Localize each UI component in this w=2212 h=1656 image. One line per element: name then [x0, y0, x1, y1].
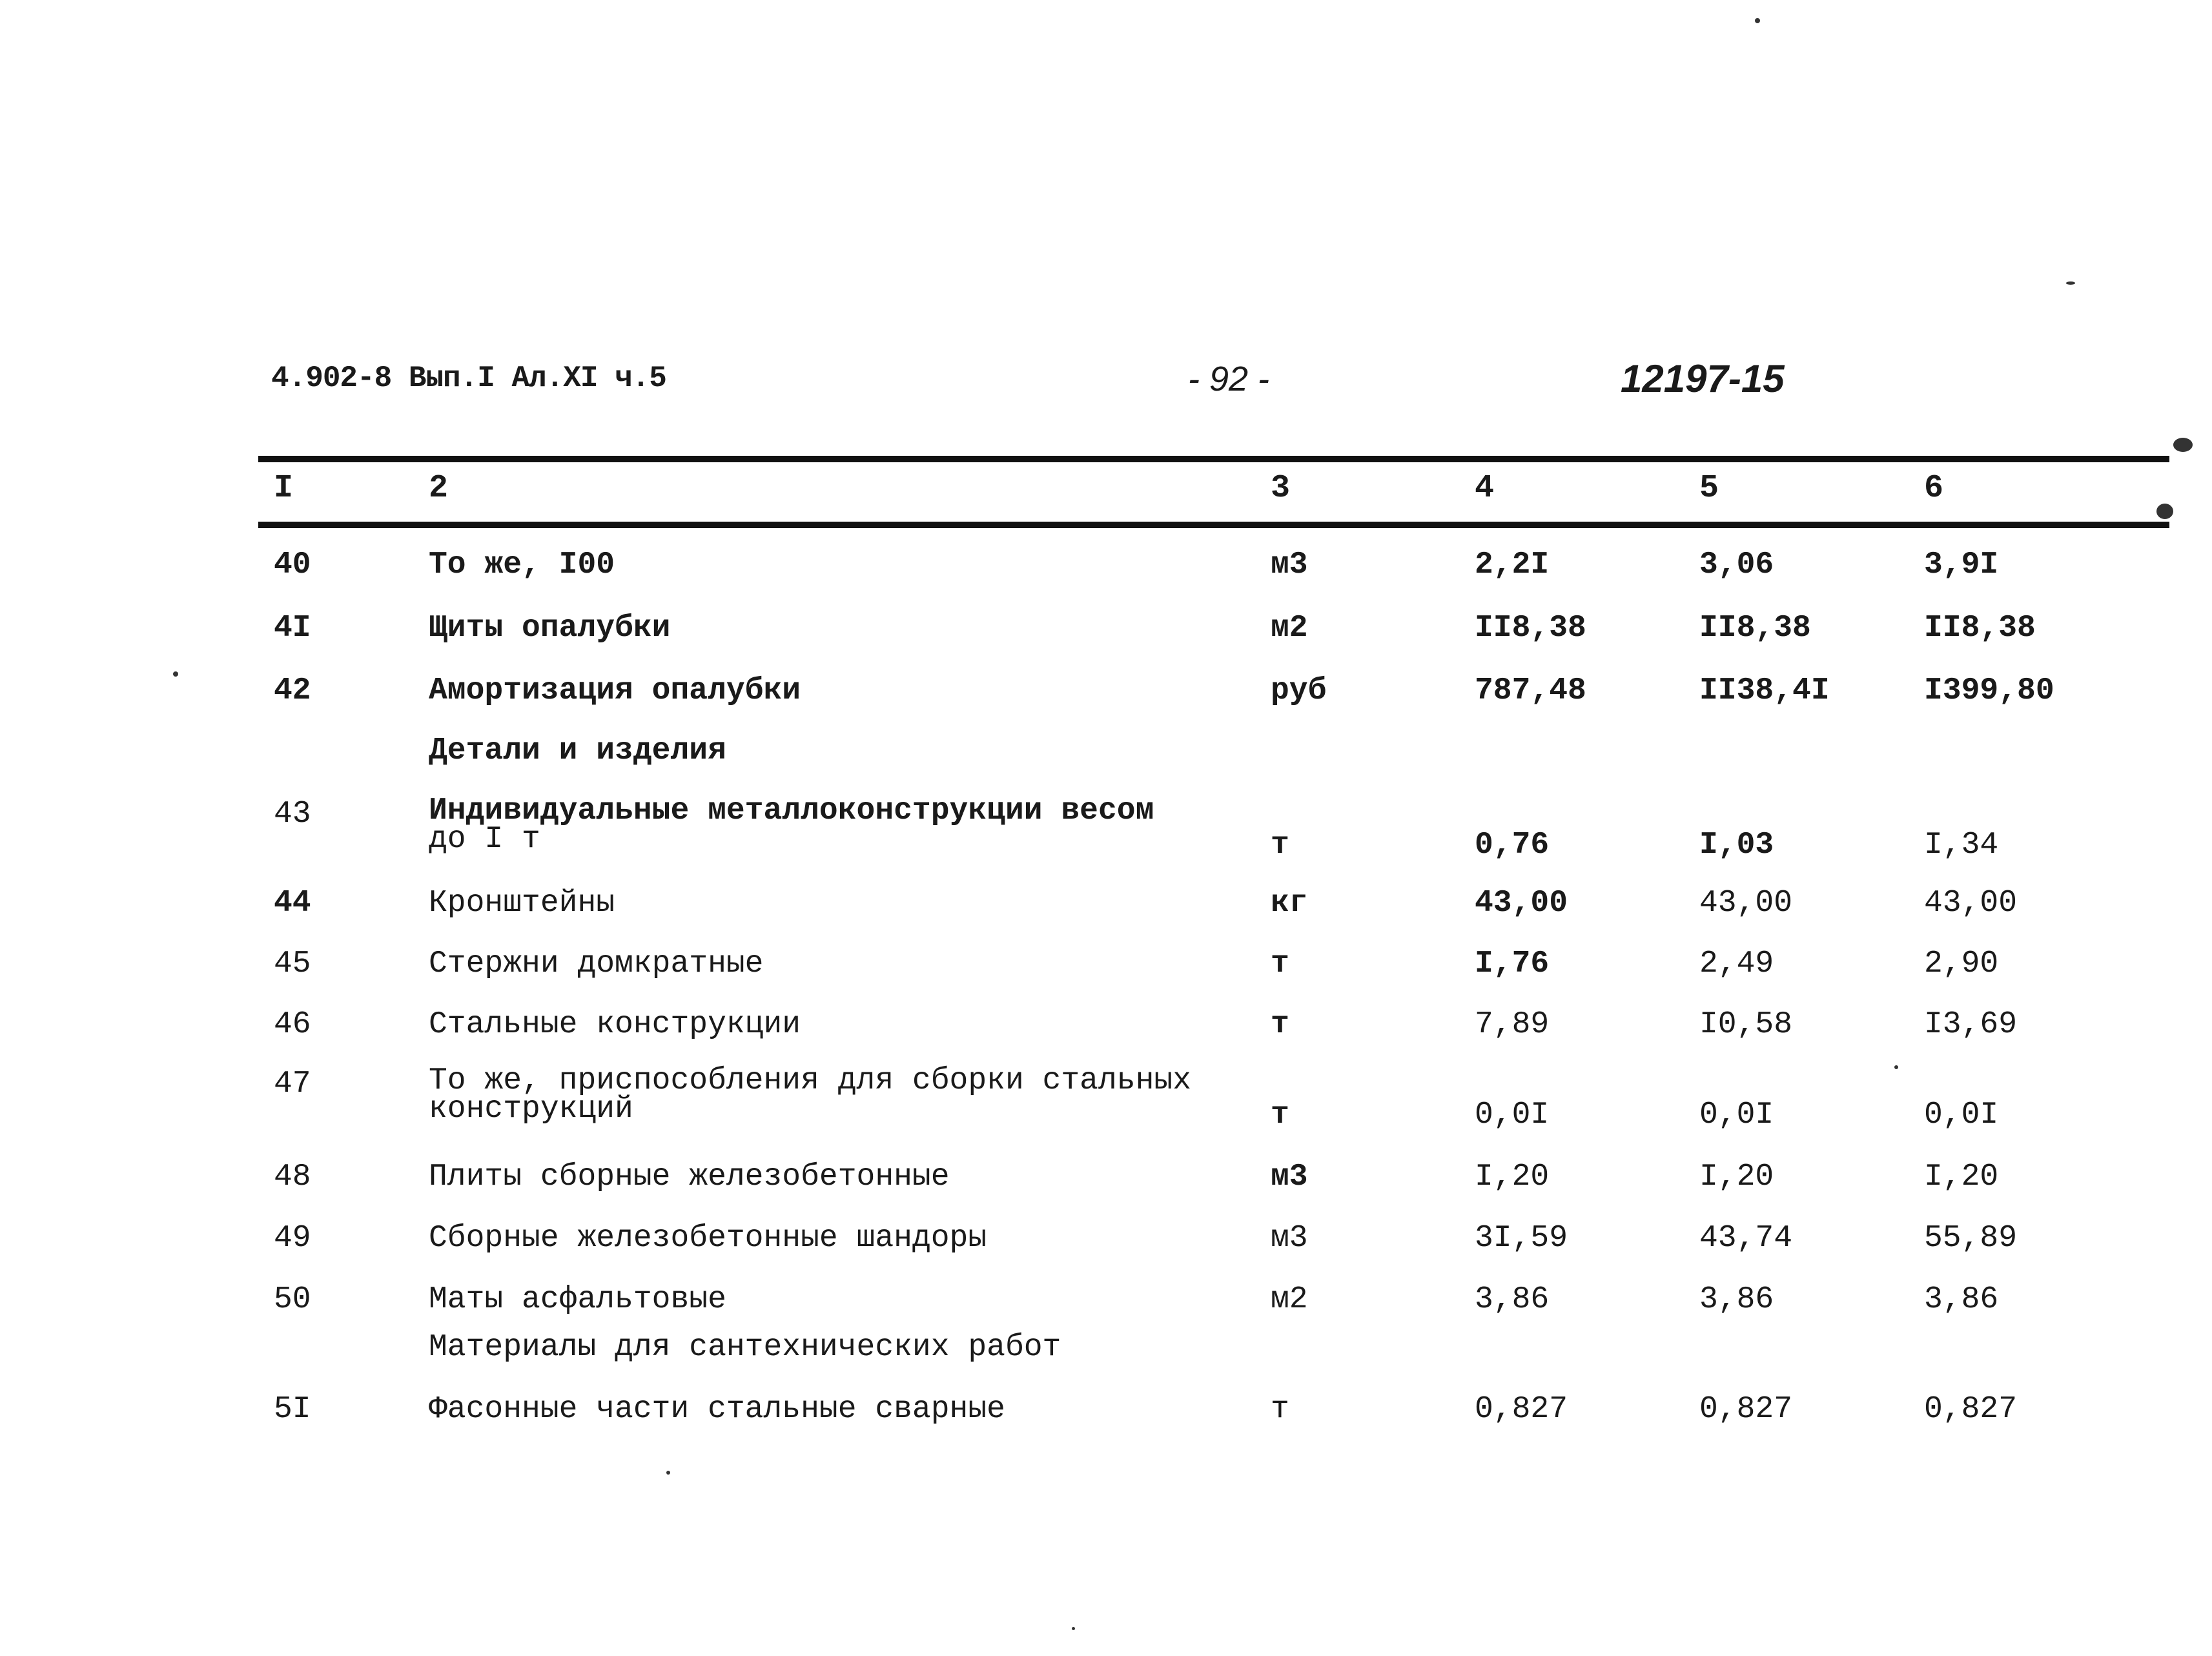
row-unit: т: [1271, 1007, 1289, 1042]
row-value-6: 43,00: [1924, 886, 2018, 921]
row-unit: т: [1271, 828, 1289, 863]
row-value-4: 3,86: [1475, 1282, 1550, 1317]
row-number: 5I: [274, 1392, 311, 1427]
row-value-5: II8,38: [1699, 611, 1811, 646]
row-unit: м3: [1271, 547, 1308, 582]
scan-speck: [2066, 281, 2075, 285]
scan-speck: [2156, 504, 2173, 519]
row-value-5: 3,06: [1699, 547, 1774, 582]
row-value-6: 3,86: [1924, 1282, 1999, 1317]
column-header-4: 4: [1475, 470, 1495, 507]
row-value-6: I399,80: [1924, 673, 2054, 708]
row-value-5: I,03: [1699, 828, 1774, 863]
scan-speck: [1072, 1627, 1075, 1630]
row-name: Щиты опалубки: [429, 611, 671, 646]
row-name-line2: до I т: [429, 822, 540, 857]
row-value-5: II38,4I: [1699, 673, 1830, 708]
row-value-4: 43,00: [1475, 886, 1568, 921]
row-name: Фасонные части стальные сварные: [429, 1392, 1005, 1427]
row-name: Маты асфальтовые: [429, 1282, 726, 1317]
row-value-6: 2,90: [1924, 946, 1999, 981]
row-unit: м3: [1271, 1221, 1308, 1256]
column-header-3: 3: [1271, 470, 1291, 507]
row-value-5: I0,58: [1699, 1007, 1793, 1042]
row-value-4: 7,89: [1475, 1007, 1550, 1042]
row-number: 40: [274, 547, 311, 582]
row-value-4: 787,48: [1475, 673, 1586, 708]
row-value-4: 3I,59: [1475, 1221, 1568, 1256]
row-value-5: 3,86: [1699, 1282, 1774, 1317]
row-value-4: I,76: [1475, 946, 1550, 981]
row-name: Плиты сборные железобетонные: [429, 1160, 950, 1194]
row-number: 42: [274, 673, 311, 708]
row-value-6: II8,38: [1924, 611, 2036, 646]
document-code: 4.902-8 Вып.I Ал.XI ч.5: [271, 362, 666, 395]
column-header-5: 5: [1699, 470, 1719, 507]
row-name: Кронштейны: [429, 886, 615, 921]
section-title: Детали и изделия: [429, 733, 726, 768]
row-name: То же, I00: [429, 547, 615, 582]
row-number: 49: [274, 1221, 311, 1256]
row-name-line1: То же, приспособления для сборки стальных: [429, 1063, 1191, 1098]
row-unit: м2: [1271, 611, 1308, 646]
scan-speck: [1755, 18, 1760, 23]
table-top-rule: [258, 456, 2169, 462]
row-value-6: 0,0I: [1924, 1098, 1999, 1132]
row-number: 46: [274, 1007, 311, 1042]
row-value-5: 0,827: [1699, 1392, 1793, 1427]
row-value-5: 2,49: [1699, 946, 1774, 981]
row-name: Стальные конструкции: [429, 1007, 801, 1042]
row-value-6: 55,89: [1924, 1221, 2018, 1256]
row-value-4: 0,76: [1475, 828, 1550, 863]
row-value-6: I,34: [1924, 828, 1999, 863]
row-name-line1: Индивидуальные металлоконструкции весом: [429, 793, 1154, 828]
row-value-4: II8,38: [1475, 611, 1586, 646]
row-value-6: 3,9I: [1924, 547, 1999, 582]
row-number: 43: [274, 797, 311, 832]
row-number: 47: [274, 1067, 311, 1101]
row-name: Амортизация опалубки: [429, 673, 801, 708]
scan-speck: [2173, 438, 2193, 452]
row-name: Сборные железобетонные шандоры: [429, 1221, 987, 1256]
row-value-5: 43,74: [1699, 1221, 1793, 1256]
row-name: Стержни домкратные: [429, 946, 764, 981]
row-value-5: 0,0I: [1699, 1098, 1774, 1132]
row-value-4: 0,0I: [1475, 1098, 1550, 1132]
column-header-2: 2: [429, 470, 449, 507]
row-unit: м2: [1271, 1282, 1308, 1317]
row-number: 50: [274, 1282, 311, 1317]
row-number: 44: [274, 886, 311, 921]
row-value-4: I,20: [1475, 1160, 1550, 1194]
row-value-6: I,20: [1924, 1160, 1999, 1194]
row-unit: т: [1271, 946, 1289, 981]
scan-speck: [666, 1471, 670, 1475]
page-number: - 92 -: [1188, 360, 1270, 398]
row-value-6: I3,69: [1924, 1007, 2018, 1042]
row-unit: т: [1271, 1098, 1289, 1132]
document-header: [0, 357, 2212, 407]
column-header-6: 6: [1924, 470, 1944, 507]
row-unit: кг: [1271, 886, 1308, 921]
row-unit: м3: [1271, 1160, 1308, 1194]
row-number: 45: [274, 946, 311, 981]
row-unit: т: [1271, 1392, 1289, 1427]
sheet-id: 12197-15: [1621, 357, 1785, 400]
row-unit: руб: [1271, 673, 1327, 708]
column-header-1: I: [274, 470, 294, 507]
scan-speck: [173, 671, 178, 677]
row-value-4: 2,2I: [1475, 547, 1550, 582]
row-value-5: I,20: [1699, 1160, 1774, 1194]
section-title: Материалы для сантехнических работ: [429, 1330, 1061, 1365]
row-number: 4I: [274, 611, 311, 646]
row-value-5: 43,00: [1699, 886, 1793, 921]
row-name-line2: конструкций: [429, 1092, 633, 1127]
row-number: 48: [274, 1160, 311, 1194]
scan-speck: [1894, 1065, 1898, 1069]
row-value-4: 0,827: [1475, 1392, 1568, 1427]
row-value-6: 0,827: [1924, 1392, 2018, 1427]
table-header-rule: [258, 522, 2169, 528]
